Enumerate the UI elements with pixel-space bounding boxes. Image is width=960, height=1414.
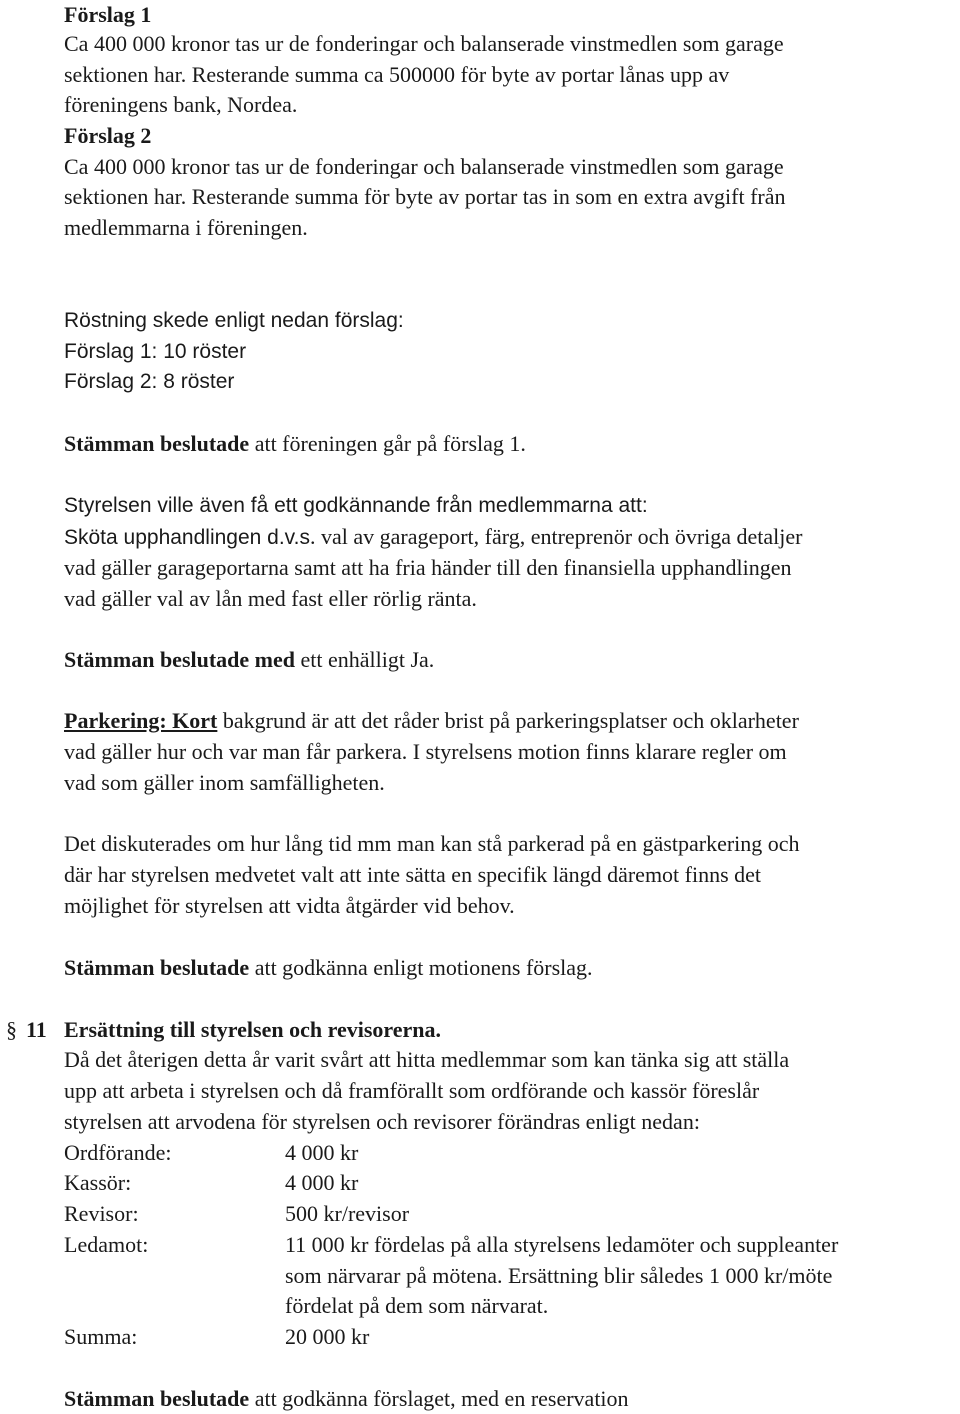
fee-amount: 11 000 kr fördelas på alla styrelsens ledamöter och suppleanter	[285, 1232, 839, 1257]
discussion-line: Det diskuterades om hur lång tid mm man kan stå parkerad på en gästparkering och	[64, 831, 800, 856]
section-symbol: §	[6, 1017, 17, 1042]
vote-result-1: Förslag 1: 10 röster	[64, 340, 247, 363]
decision-1	[64, 429, 526, 459]
decision-1-text: att föreningen går på förslag 1.	[249, 431, 526, 456]
parking-line-1-text: bakgrund är att det råder brist på parkeringsplatser och oklarheter	[217, 708, 799, 733]
fee-amount-continued: som närvarar på mötena. Ersättning blir således 1 000 kr/möte	[285, 1263, 833, 1288]
sum-amount: 20 000 kr	[285, 1324, 370, 1349]
proposal-2-line: Ca 400 000 kronor tas ur de fonderingar och balanserade vinstmedlen som garage	[64, 154, 784, 179]
decision-3-text: att godkänna enligt motionens förslag.	[249, 955, 593, 980]
decision-3-bold: Stämman beslutade	[64, 955, 250, 980]
section-11-line: upp att arbeta i styrelsen och då framförallt som ordförande och kassör föreslår	[64, 1078, 760, 1103]
approval-line-1: Styrelsen ville även få ett godkännande från medlemmarna att:	[64, 494, 648, 517]
proposal-2-line: medlemmarna i föreningen.	[64, 215, 308, 240]
decision-2	[64, 645, 434, 675]
decision-2-text: ett enhälligt Ja.	[295, 647, 435, 672]
sum-label: Summa:	[64, 1324, 138, 1349]
vote-intro: Röstning skede enligt nedan förslag:	[64, 309, 404, 332]
fee-amount-continued: fördelat på dem som närvarat.	[285, 1293, 549, 1318]
discussion-line: där har styrelsen medvetet valt att inte sätta en specifik längd däremot finns det	[64, 862, 762, 887]
decision-4-text: att godkänna förslaget, med en reservation	[249, 1386, 629, 1411]
approval-line-4: vad gäller val av lån med fast eller rörlig ränta.	[64, 586, 477, 611]
proposal-2-line: sektionen har. Resterande summa för byte av portar tas in som en extra avgift från	[64, 184, 786, 209]
proposal-1-line: Ca 400 000 kronor tas ur de fonderingar och balanserade vinstmedlen som garage	[64, 31, 784, 56]
discussion-line: möjlighet för styrelsen att vidta åtgärder vid behov.	[64, 893, 515, 918]
vote-result-2: Förslag 2: 8 röster	[64, 370, 235, 393]
parking-line-1	[64, 706, 799, 736]
section-title: Ersättning till styrelsen och revisorerna.	[64, 1017, 442, 1042]
decision-3	[64, 953, 593, 983]
parking-line-3: vad som gäller inom samfälligheten.	[64, 770, 385, 795]
section-11-line: styrelsen att arvodena för styrelsen och revisorer förändras enligt nedan:	[64, 1109, 700, 1134]
fee-amount: 4 000 kr	[285, 1170, 359, 1195]
parking-label: Parkering: Kort	[64, 708, 218, 733]
proposal-1-heading: Förslag 1	[64, 2, 152, 27]
decision-2-bold: Stämman beslutade med	[64, 647, 296, 672]
parking-line-2: vad gäller hur och var man får parkera. I styrelsens motion finns klarare regler om	[64, 739, 787, 764]
fee-role: Ordförande:	[64, 1140, 172, 1165]
fee-role: Ledamot:	[64, 1232, 149, 1257]
fee-amount: 500 kr/revisor	[285, 1201, 410, 1226]
approval-line-2-rest: . val av garageport, färg, entreprenör och övriga detaljer	[309, 524, 803, 549]
section-number: 11	[26, 1017, 47, 1042]
proposal-1-line: sektionen har. Resterande summa ca 500000 för byte av portar lånas upp av	[64, 62, 730, 87]
approval-line-3: vad gäller garageportarna samt att ha fria händer till den finansiella upphandlingen	[64, 555, 792, 580]
fee-amount: 4 000 kr	[285, 1140, 359, 1165]
decision-1-bold: Stämman beslutade	[64, 431, 250, 456]
section-11-line: Då det återigen detta år varit svårt att hitta medlemmar som kan tänka sig att ställa	[64, 1047, 790, 1072]
approval-line-2	[64, 522, 803, 552]
decision-4	[64, 1384, 629, 1414]
decision-4-bold: Stämman beslutade	[64, 1386, 250, 1411]
approval-line-2-sans: Sköta upphandlingen d.v.s	[64, 526, 310, 549]
fee-role: Kassör:	[64, 1170, 132, 1195]
proposal-1-line: föreningens bank, Nordea.	[64, 92, 298, 117]
section-11-heading	[6, 1015, 441, 1045]
proposal-2-heading: Förslag 2	[64, 123, 152, 148]
fee-role: Revisor:	[64, 1201, 139, 1226]
